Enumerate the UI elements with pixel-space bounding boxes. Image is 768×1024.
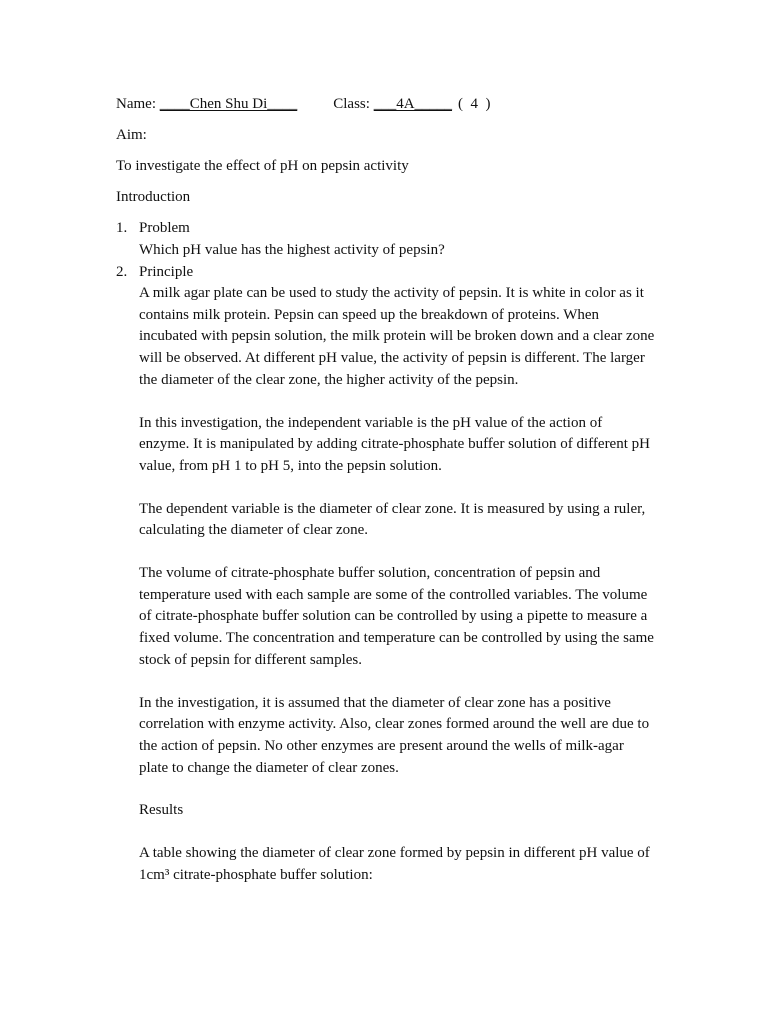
principle-paragraph: A milk agar plate can be used to study the activity of pepsin. It is white in color as it contains milk protein. Pepsin can speed up the breakdown of proteins. When incubated with pepsin solution, the milk protein will be broken down and a clear zone will be observed. At different pH value, the activity of pepsin is different. The larger the diameter of the clear zone, the higher activity of the pepsin. — [139, 285, 655, 388]
list-number: 1. — [116, 220, 128, 236]
principle-paragraph: The dependent variable is the diameter of clear zone. It is measured by using a ruler, calculating the diameter of clear zone. — [139, 500, 646, 539]
class-value: ___4A_____ — [373, 96, 453, 112]
student-info-line — [116, 93, 656, 115]
introduction-list — [116, 217, 656, 886]
introduction-heading: Introduction — [116, 189, 191, 205]
aim-heading: Aim: — [116, 127, 147, 143]
results-heading: Results — [139, 802, 184, 819]
list-item-principle — [116, 261, 656, 886]
name-label: Name: — [116, 96, 160, 112]
class-index: ( 4 ) — [458, 96, 491, 112]
name-value: ____Chen Shu Di____ — [159, 96, 298, 112]
class-label: Class: — [333, 96, 374, 112]
list-item-problem — [116, 217, 656, 261]
results-caption: A table showing the diameter of clear zone formed by pepsin in different pH value of 1cm³ citrate-phosphate buffer solution: — [139, 845, 650, 883]
principle-paragraph: The volume of citrate-phosphate buffer solution, concentration of pepsin and temperature used with each sample are some of the controlled variables. The volume of citrate-phosphate buffer solution can be controlled by using a pipette to measure a fixed volume. The concentration and temperature can be controlled by using the same stock of pepsin for different samples. — [139, 565, 654, 668]
list-number: 2. — [116, 264, 128, 280]
principle-title: Principle — [139, 264, 194, 280]
principle-paragraph: In the investigation, it is assumed that the diameter of clear zone has a positive correlation with enzyme activity. Also, clear zones formed around the well are due to the action of pepsin. No other enzymes are present around the wells of milk-agar plate to change the diameter of clear zones. — [139, 694, 650, 776]
problem-text: Which pH value has the highest activity of pepsin? — [139, 242, 445, 258]
problem-title: Problem — [139, 220, 190, 236]
document-page — [116, 93, 656, 886]
aim-text: To investigate the effect of pH on pepsin activity — [116, 158, 409, 174]
principle-paragraph: In this investigation, the independent variable is the pH value of the action of enzyme. It is manipulated by adding citrate-phosphate buffer solution of different pH value, from pH 1 to pH 5, into the pepsin solution. — [139, 414, 650, 474]
